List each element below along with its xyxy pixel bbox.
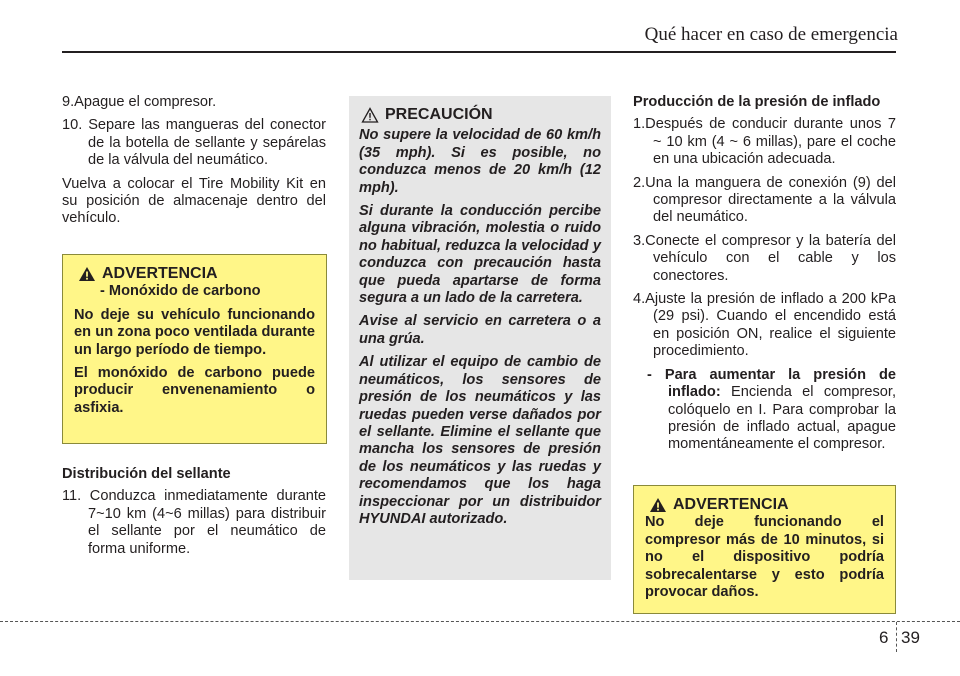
step-3: 3.Conecte el compresor y la batería del vehículo con el cable y los conectores.: [633, 232, 896, 284]
step-4: 4.Ajuste la presión de inflado a 200 kPa (29 psi). Cuando el encendido está en posición ON, realice el siguiente procedimiento.: [633, 291, 896, 360]
left-column: [62, 94, 326, 234]
warning-triangle-icon: [78, 266, 96, 282]
warning-box-carbon-monoxide: [62, 254, 327, 444]
warning-triangle-icon: [649, 497, 667, 513]
right-column: [633, 94, 896, 460]
caution-title: PRECAUCIÓN: [385, 106, 493, 123]
caution-text-3: Avise al servicio en carretera o a una grúa.: [359, 313, 601, 347]
reinstall-paragraph: Vuelva a colocar el Tire Mobility Kit en su posición de almacenaje dentro del vehículo.: [62, 175, 326, 227]
warning-box-compressor: [633, 485, 896, 614]
step-10: 10. Separe las mangueras del conector de la botella de sellante y sepárelas de la válvula del neumático.: [62, 117, 326, 169]
caution-text-2: Si durante la conducción percibe alguna vibración, molestia o ruido no habitual, reduzca la velocidad y conduzca con precaución hasta que pueda apartarse de forma segura a un lado de la carretera.: [359, 203, 601, 307]
warning-text-2: El monóxido de carbono puede producir envenenamiento o asfixia.: [74, 365, 315, 416]
substep-increase-pressure: [633, 367, 896, 454]
warning-text-1: No deje su vehículo funcionando en un zona poco ventilada durante un largo período de tiempo.: [74, 306, 315, 358]
caution-text-1: No supere la velocidad de 60 km/h (35 mph). Si es posible, no conduzca menos de 20 km/h (12 mph).: [359, 127, 601, 196]
step-9: 9.Apague el compresor.: [62, 94, 217, 110]
footer-rule: [0, 621, 960, 622]
warning-subtitle: - Monóxido de carbono: [100, 283, 261, 300]
substep-label: - Para aumentar la presión de inflado:: [647, 366, 896, 401]
warning-text: No deje funcionando el compresor más de 10 minutos, si no el dispositivo podría sobrecalentarse y esto podría provocar daños.: [645, 514, 884, 601]
warning-title: ADVERTENCIA: [102, 265, 218, 282]
page-header-title: Qué hacer en caso de emergencia: [644, 24, 898, 45]
caution-text-4: Al utilizar el equipo de cambio de neumáticos, los sensores de presión de los neumáticos y las ruedas pueden verse dañados por el sellante. Elimine el sellante que mancha los sensores de presión de los neumáticos y las ruedas y recomendamos que los haga inspeccionar por un distribuidor HYUNDAI autorizado.: [359, 354, 601, 527]
warning-title: ADVERTENCIA: [673, 496, 789, 513]
step-11: 11. Conduzca inmediatamente durante 7~10 km (4~6 millas) para distribuir el sellante por el neumático de forma uniforme.: [62, 488, 326, 557]
step-1: 1.Después de conducir durante unos 7 ~ 10 km (4 ~ 6 millas), pare el coche en una ubicación adecuada.: [633, 116, 896, 168]
header-rule: [62, 51, 896, 53]
section-title-distribution: Distribución del sellante: [62, 466, 231, 482]
page-number: 39: [901, 628, 920, 647]
page-number-separator: [896, 622, 898, 652]
substep-text: Encienda el compresor, colóquelo en I. Para comprobar la presión de inflado actual, apague momentáneamente el compresor.: [668, 384, 896, 453]
section-title-pressure: Producción de la presión de inflado: [633, 94, 881, 110]
left-column-lower: [62, 466, 326, 564]
caution-box: [349, 96, 611, 580]
chapter-number: 6: [879, 628, 889, 647]
step-2: 2.Una la manguera de conexión (9) del compresor directamente a la válvula del neumático.: [633, 174, 896, 226]
caution-triangle-icon: [361, 107, 379, 123]
